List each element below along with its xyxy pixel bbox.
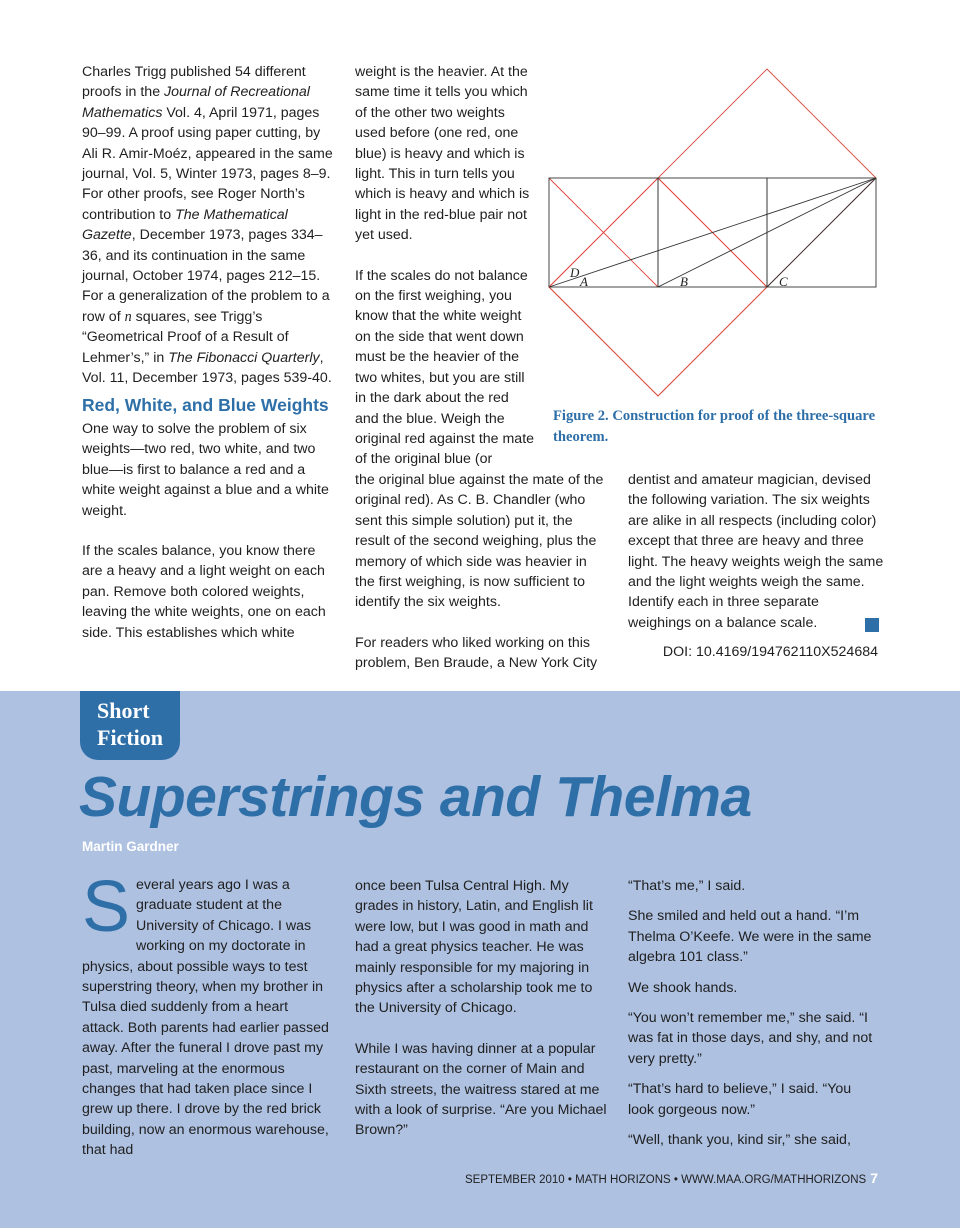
story-title: Superstrings and Thelma: [79, 765, 752, 829]
line-to-c: [767, 178, 876, 287]
paragraph: the original blue against the mate of the original red). As C. B. Chandler (who sent this simple solution) put it, the result of the second weighing, plus the memory of which side was heavier in the first weighing, is now sufficient to identify the six weights.: [355, 472, 604, 611]
story-column-3: [628, 876, 878, 1160]
section-heading: Red, White, and Blue Weights: [82, 394, 329, 415]
dialogue-line: We shook hands.: [628, 979, 738, 996]
label-c: C: [779, 274, 788, 289]
dialogue-line: “That’s me,” I said.: [628, 878, 746, 894]
paragraph: weight is the heavier. At the same time it tells you which of the other two weights used before (one red, one blue) is heavy and which is light. This in turn tells you which is heavy and which is light in the red-blue pair not yet used.: [355, 64, 530, 244]
dialogue-line: She smiled and held out a hand. “I’m Thelma O’Keefe. We were in the same algebra 101 class.”: [628, 908, 872, 966]
story-column-2: [355, 876, 607, 1141]
page-number: 7: [870, 1170, 878, 1186]
paragraph: One way to solve the problem of six weights—two red, two white, and two blue—is first to balance a red and a white weight against a blue and a white weight.: [82, 420, 329, 519]
paragraph: For readers who liked working on this problem, Ben Braude, a New York City: [355, 634, 598, 672]
column-2-continued: [355, 470, 610, 674]
author: Martin Gardner: [82, 839, 179, 854]
paragraph-references: Charles Trigg published 54 different proofs in the Journal of Recreational Mathematics Vol. 4, April 1971, pages 90–99. A proof using paper cutting, by Ali R. Amir-Moéz, appeared in the same journal, Vol. 5, Winter 1973, pages 8–9. For other proofs, see Roger North’s contribution to The Mathematical Gazette, December 1973, pages 334–36, and its continuation in the same journal, October 1974, pages 212–15. For a generalization of the problem to a row of n squares, see Trigg’s “Geometrical Proof of a Result of Lehmer’s,” in The Fibonacci Quarterly, Vol. 11, December 1973, pages 539-40.: [82, 64, 333, 387]
short-fiction-tab: [80, 691, 180, 760]
end-mark: [865, 618, 879, 632]
paragraph: Several years ago I was a graduate student at the University of Chicago. I was working on my doctorate in physics, about possible ways to test superstring theory, when my brother in Tulsa died suddenly from a heart attack. Both parents had earlier passed away. After the funeral I drove past my past, marveling at the enormous changes that had taken place since I grew up there. I drove by the red brick building, now an enormous warehouse, that had: [82, 867, 329, 1159]
footer-text: SEPTEMBER 2010 • MATH HORIZONS • WWW.MAA.ORG/MATHHORIZONS: [464, 1174, 867, 1186]
doi: DOI: 10.4169/194762110X524684: [662, 644, 878, 660]
dialogue-line: “Well, thank you, kind sir,” she said,: [628, 1132, 851, 1149]
story-column-1: [82, 867, 332, 1161]
tab-line-1: Short: [97, 698, 150, 723]
figure-caption: Figure 2. Construction for proof of the three-square theorem.: [553, 408, 876, 445]
paragraph: While I was having dinner at a popular restaurant on the corner of Main and Sixth streets, the waitress stared at me with a look of surprise. “Are you Michael Brown?”: [355, 1040, 607, 1139]
tab-line-2: Fiction: [97, 725, 163, 750]
column-3: [628, 470, 884, 633]
column-1: [82, 62, 334, 643]
paragraph: If the scales balance, you know there are a heavy and a light weight on each pan. Remove both colored weights, leaving the white weights, one on each side. This establishes which white: [82, 542, 326, 641]
dialogue-line: “That’s hard to believe,” I said. “You look gorgeous now.”: [628, 1081, 852, 1118]
three-square-figure: [540, 58, 885, 403]
label-b: B: [680, 274, 688, 289]
label-a: A: [580, 274, 588, 289]
drop-cap: S: [82, 867, 131, 947]
line-to-a: [549, 178, 876, 287]
dialogue-line: “You won’t remember me,” she said. “I was fat in those days, and shy, and not very pretty.”: [628, 1010, 873, 1067]
paragraph: If the scales do not balance on the first weighing, you know that the white weight on the side that went down must be the heavier of the two whites, but you are still in the dark about the red and the blue. Weigh the original red against the mate of the original blue (or: [355, 267, 535, 468]
column-2: [355, 62, 535, 470]
page-footer: [465, 1170, 878, 1186]
paragraph: dentist and amateur magician, devised the following variation. The six weights are alike in all respects (including color) except that three are heavy and three light. The heavy weights weigh the same and the light weights weigh the same. Identify each in three separate weighings on a balance scale.: [628, 472, 884, 631]
paragraph: once been Tulsa Central High. My grades in history, Latin, and English lit were low, but I was good in math and had a great physics teacher. He was mainly responsible for my majoring in physics after a scholarship took me to the University of Chicago.: [355, 878, 593, 1017]
label-d: D: [570, 265, 580, 280]
